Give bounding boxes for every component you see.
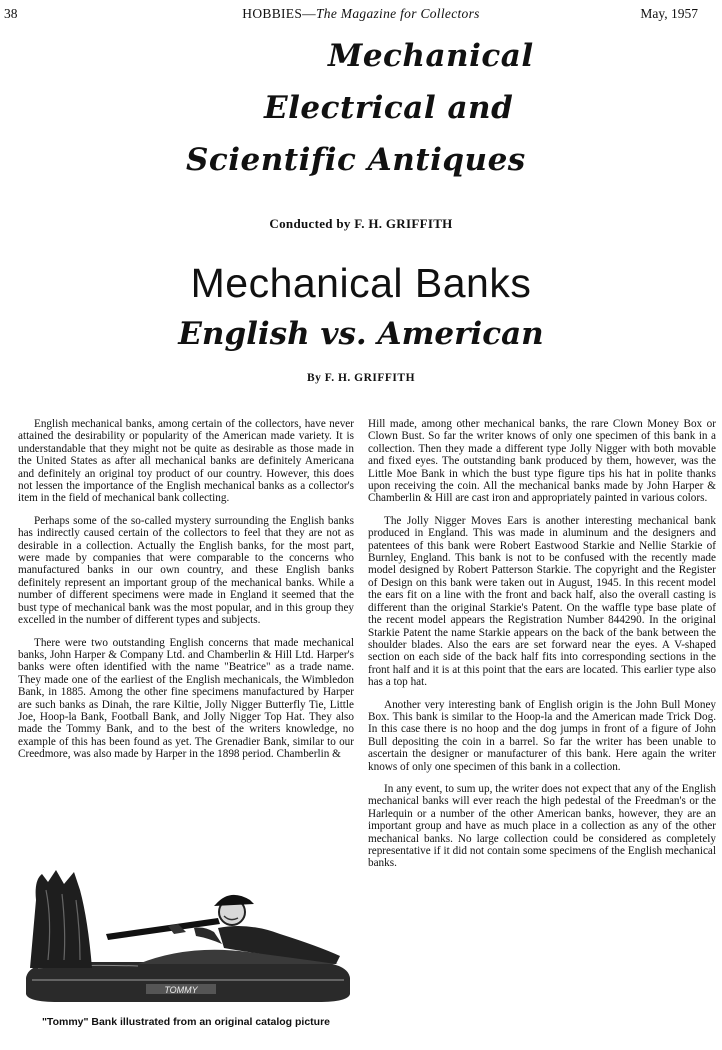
paragraph: The Jolly Nigger Moves Ears is another interesting mechanical bank produced in England. This was made in aluminum and the designers and patentees of this bank were Robert Eastwood Starkie and Nellie Starkie of Burnley, England. This bank is not to be confused with the recently made model designed by Robert Patterson Starkie. The copyright and the Register of Design on this bank were taken out in August, 1945. In this recent model the ears fit on a line with the front and back half, also the overall casting is different than the original Starkie's Patent. On the waffle type base plate of the recent model appears the Registration Number 844290. In the original Starkie Patent the name Starkie appears on the back of the bank between the shoulder blades. Also the ears are set forward near the eyes. A V-shaped section on each side of the back half fits into corresponding sections in the front half and it is at this point that the ears are located. This earlier type also has a top hat. — [368, 514, 716, 689]
article-byline: By F. H. GRIFFITH — [306, 372, 416, 384]
figure-caption: "Tommy" Bank illustrated from an original catalog picture — [41, 1016, 331, 1028]
conducted-by: Conducted by F. H. GRIFFITH — [269, 216, 453, 231]
magazine-tagline: The Magazine for Collectors — [315, 6, 480, 21]
magazine-prefix: HOBBIES— — [242, 6, 316, 21]
page-number: 38 — [4, 6, 18, 21]
department-title-line-2: Electrical and — [264, 90, 514, 126]
article-title: Mechanical Banks — [190, 260, 532, 306]
paragraph: Another very interesting bank of English origin is the John Bull Money Box. This bank is similar to the Hoop-la and the American made Trick Dog. In this case there is no hoop and the dog jumps in front of a figure of John Bull depositing the coin in a barrel. So far the writer has been unable to ascertain the designer or manufacturer of this bank. Here again the writer knows of only one specimen of this bank in a collection. — [368, 698, 716, 773]
right-column — [368, 418, 716, 880]
running-head — [0, 6, 722, 26]
base-inscription: TOMMY — [164, 985, 198, 995]
magazine-title — [0, 6, 722, 22]
article-subtitle: English vs. American — [178, 316, 544, 352]
tommy-bank-illustration — [18, 860, 354, 1010]
department-title-line-1: Mechanical — [328, 38, 534, 74]
paragraph: There were two outstanding English concerns that made mechanical banks, John Harper & Company Ltd. and Chamberlin & Hill Ltd. Harper's banks were often identified with the name "Beatrice" as a trade name. They made one of the earliest of the English mechanicals, the Wimbledon Bank, in 1885. Among the other fine specimens manufactured by Harper are such banks as Dinah, the rare Kiltie, Jolly Nigger Butterfly Tie, Little Joe, Hoop-la Bank, Football Bank, and Jolly Nigger Top Hat. They also made the Tommy Bank, and to the best of the writers knowledge, no example of this has been found as yet. The Grenadier Bank, similar to our Creedmore, was also made by Harper in the 1898 period. Chamberlin & — [18, 636, 354, 761]
paragraph: Hill made, among other mechanical banks, the rare Clown Money Box or Clown Bust. So far the writer knows of only one specimen of this bank in a collection. Then they made a different type Jolly Nigger with both movable and fixed eyes. The outstanding bank produced by them, however, was the Little Moe Bank in which the bust type figure tips his hat in polite thanks upon receiving the coin. All the mechanical banks made by John Harper & Chamberlin & Hill are cast iron and appropriately painted in various colors. — [368, 418, 716, 505]
left-column — [18, 418, 354, 771]
issue-date: May, 1957 — [640, 6, 698, 21]
paragraph: In any event, to sum up, the writer does not expect that any of the English mechanical banks will ever reach the high pedestal of the Freedman's or the Harlequin or a number of the other American banks, however, they are an important group and have as much place in a collection as any of the other mechanical banks. No large collection could be considered as completely representative if it did not contain some specimens of the English mechanical banks. — [368, 782, 716, 870]
paragraph: English mechanical banks, among certain of the collectors, have never attained the desirability or popularity of the American made variety. It is understandable that they might not be quite as desirable as those made in the United States as after all mechanical banks are definitely Americana and definitely an original toy product of our country. However, this does not lessen the importance of the English mechanical banks as a collector's item in the field of mechanical bank collecting. — [18, 418, 354, 505]
paragraph: Perhaps some of the so-called mystery surrounding the English banks has indirectly caused certain of the collectors to feel that they are not as desirable in a collection. Actually the English banks, for the most part, were made by companies that were comparable to the concerns who manufactured banks in our own country, and these English banks definitely represent an important group of the mechanical banks. While a number of different specimens were made in England it seemed that the bust type of mechanical bank was the most popular, and in this group they excelled in the number of different types and subjects. — [18, 514, 354, 627]
department-title-line-3: Scientific Antiques — [186, 142, 526, 178]
